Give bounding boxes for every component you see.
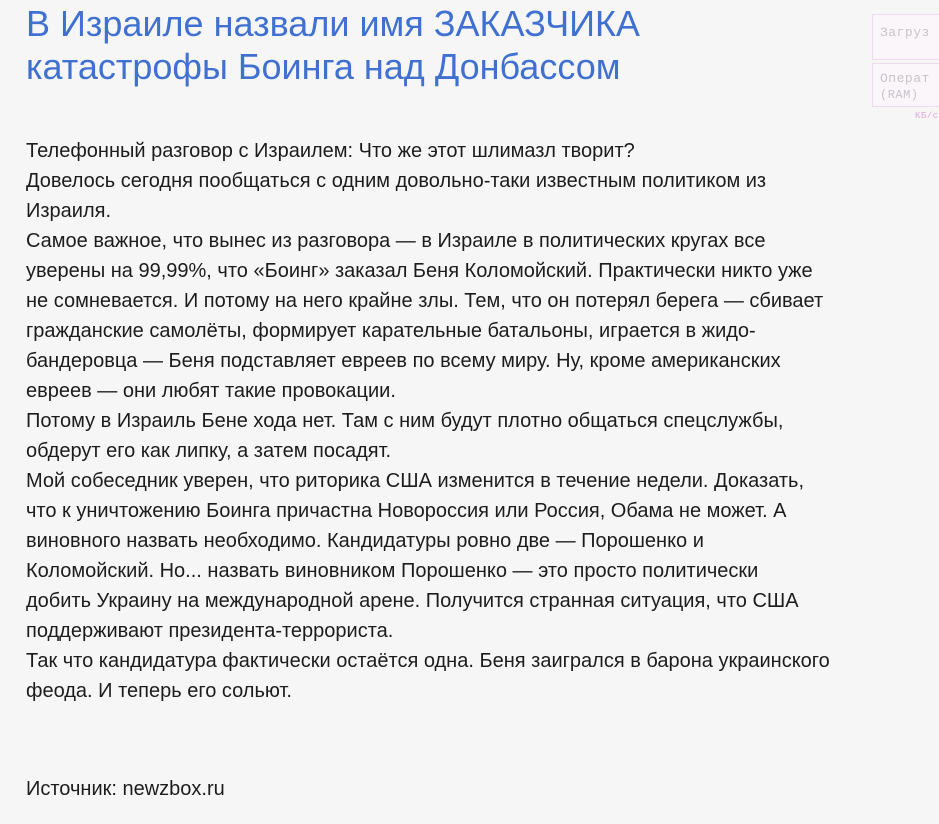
monitor-load-box: [872, 14, 939, 60]
article-text-line: Израиля.: [26, 200, 112, 222]
monitor-load-label: Загруз: [880, 25, 930, 40]
article-text-line: поддерживают президента-террориста.: [26, 620, 394, 642]
article-text-line: уверены на 99,99%, что «Боинг» заказал Беня Коломойский. Практически никто уже: [26, 260, 813, 282]
article-text-line: Самое важное, что вынес из разговора — в Израиле в политических кругах все: [26, 230, 766, 252]
article-body: [26, 136, 916, 706]
article-text-line: Довелось сегодня пообщаться с одним довольно-таки известным политиком из: [26, 170, 767, 192]
article-text-line: Так что кандидатура фактически остаётся одна. Беня заигрался в барона украинского: [26, 650, 830, 672]
system-monitor-widget: [872, 14, 939, 121]
monitor-ram-label: Операт: [880, 71, 930, 86]
article-text-line: евреев — они любят такие провокации.: [26, 380, 396, 402]
article-text-line: добить Украину на международной арене. Получится странная ситуация, что США: [26, 590, 799, 612]
article-text-line: что к уничтожению Боинга причастна Новороссия или Россия, Обама не может. А: [26, 500, 787, 522]
article-text-line: Мой собеседник уверен, что риторика США изменится в течение недели. Доказать,: [26, 470, 805, 492]
monitor-ram-sublabel: (RAM): [880, 88, 919, 102]
monitor-ram-box: [872, 63, 939, 107]
article-page: [26, 0, 916, 804]
article-text-line: виновного назвать необходимо. Кандидатуры ровно две — Порошенко и: [26, 530, 704, 552]
article-text-line: феода. И теперь его сольют.: [26, 680, 292, 702]
article-text-line: не сомневается. И потому на него крайне злы. Тем, что он потерял берега — сбивает: [26, 290, 824, 312]
article-text-line: бандеровца — Беня подставляет евреев по всему миру. Ну, кроме американских: [26, 350, 781, 372]
source-line: Источник: newzbox.ru: [26, 778, 225, 800]
monitor-footnote: КБ/с: [915, 111, 939, 121]
article-text-line: Телефонный разговор с Израилем: Что же этот шлимазл творит?: [26, 140, 635, 162]
article-title-link[interactable]: В Израиле назвали имя ЗАКАЗЧИКА катастрофы Боинга над Донбассом: [26, 3, 640, 87]
article-text-line: Потому в Израиль Бене хода нет. Там с ним будут плотно общаться спецслужбы,: [26, 410, 784, 432]
article-text-line: обдерут его как липку, а затем посадят.: [26, 440, 392, 462]
article-text-line: гражданские самолёты, формирует карательные батальоны, играется в жидо-: [26, 320, 756, 342]
article-text-line: Коломойский. Но... назвать виновником Порошенко — это просто политически: [26, 560, 759, 582]
